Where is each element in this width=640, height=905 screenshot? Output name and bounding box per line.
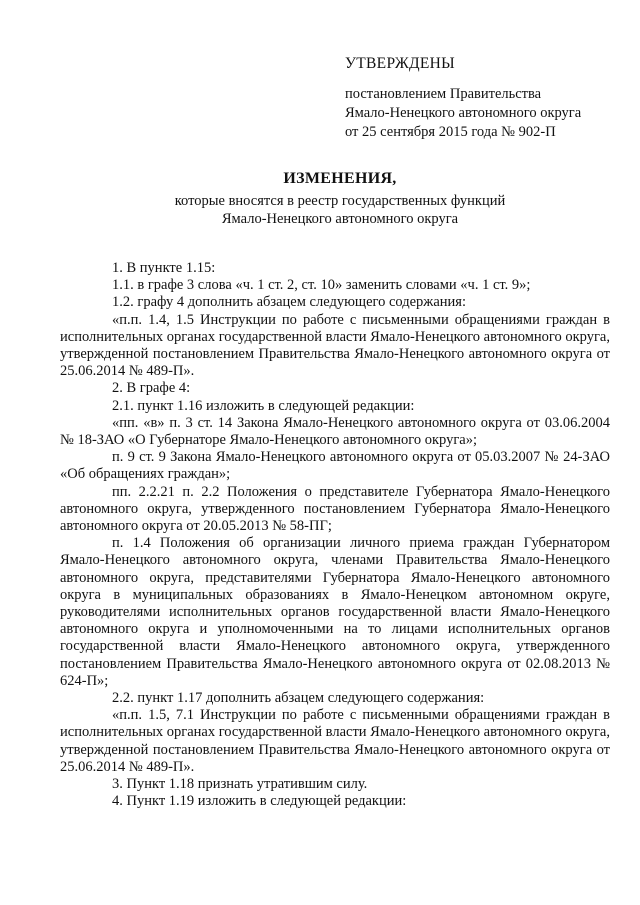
paragraph: 2.1. пункт 1.16 изложить в следующей редакции: <box>112 397 415 414</box>
approval-line: постановлением Правительства <box>345 86 542 102</box>
approval-line: Ямало-Ненецкого автономного округа <box>345 105 582 121</box>
paragraph: 1.1. в графе 3 слова «ч. 1 ст. 2, ст. 10» заменить словами «ч. 1 ст. 9»; <box>112 277 531 294</box>
document-title: ИЗМЕНЕНИЯ, <box>283 170 397 187</box>
paragraph: 3. Пункт 1.18 признать утратившим силу. <box>112 776 368 793</box>
paragraph: 4. Пункт 1.19 изложить в следующей редакции: <box>112 793 407 810</box>
approval-title: УТВЕРЖДЕНЫ <box>345 55 455 72</box>
paragraph: п. 9 ст. 9 Закона Ямало-Ненецкого автономного округа от 05.03.2007 № 24-ЗАО «Об обращениях граждан»; <box>60 449 610 483</box>
paragraph: п. 1.4 Положения об организации личного приема граждан Губернатором Ямало-Ненецкого автономного округа, членами Правительства Ямало-Ненецкого автономного округа, представителями Губернатора Ямало-Ненецкого автономного округа в муниципальных образованиях в Ямало-Ненецком автономном округе, руководителями исполнительных органов государственной власти Ямало-Ненецкого автономного округа и уполномоченными на то лицами исполнительных органов государственной власти Ямало-Ненецкого автономного округа, утвержденного постановлением Правительства Ямало-Ненецкого автономного округа от 02.08.2013 № 624-П»; <box>60 535 610 689</box>
paragraph: «п.п. 1.4, 1.5 Инструкции по работе с письменными обращениями граждан в исполнительных органах государственной власти Ямало-Ненецкого автономного округа, утвержденной постановлением Правительства Ямало-Ненецкого автономного округа от 25.06.2014 № 489-П». <box>60 311 610 380</box>
document-heading <box>60 170 620 228</box>
document-body <box>60 260 610 811</box>
paragraph: 2. В графе 4: <box>112 380 191 397</box>
paragraph: 2.2. пункт 1.17 дополнить абзацем следующего содержания: <box>112 690 485 707</box>
paragraph: 1. В пункте 1.15: <box>112 260 216 276</box>
paragraph: 1.2. графу 4 дополнить абзацем следующего содержания: <box>112 294 466 311</box>
approval-block <box>345 54 625 142</box>
paragraph: «п.п. 1.5, 7.1 Инструкции по работе с письменными обращениями граждан в исполнительных органах государственной власти Ямало-Ненецкого автономного округа, утвержденной постановлением Правительства Ямало-Ненецкого автономного округа от 25.06.2014 № 489-П». <box>60 707 610 775</box>
paragraph: «пп. «в» п. 3 ст. 14 Закона Ямало-Ненецкого автономного округа от 03.06.2004 № 18-ЗАО «О Губернаторе Ямало-Ненецкого автономного округа»; <box>60 414 610 449</box>
paragraph: пп. 2.2.21 п. 2.2 Положения о представителе Губернатора Ямало-Ненецкого автономного округа, утвержденного постановлением Губернатора Ямало-Ненецкого автономного округа от 20.05.2013 № 58-ПГ; <box>60 483 610 535</box>
document-subtitle: которые вносятся в реестр государственных функций <box>174 193 506 209</box>
approval-line: от 25 сентября 2015 года № 902-П <box>345 124 556 140</box>
document-subtitle: Ямало-Ненецкого автономного округа <box>221 211 459 227</box>
